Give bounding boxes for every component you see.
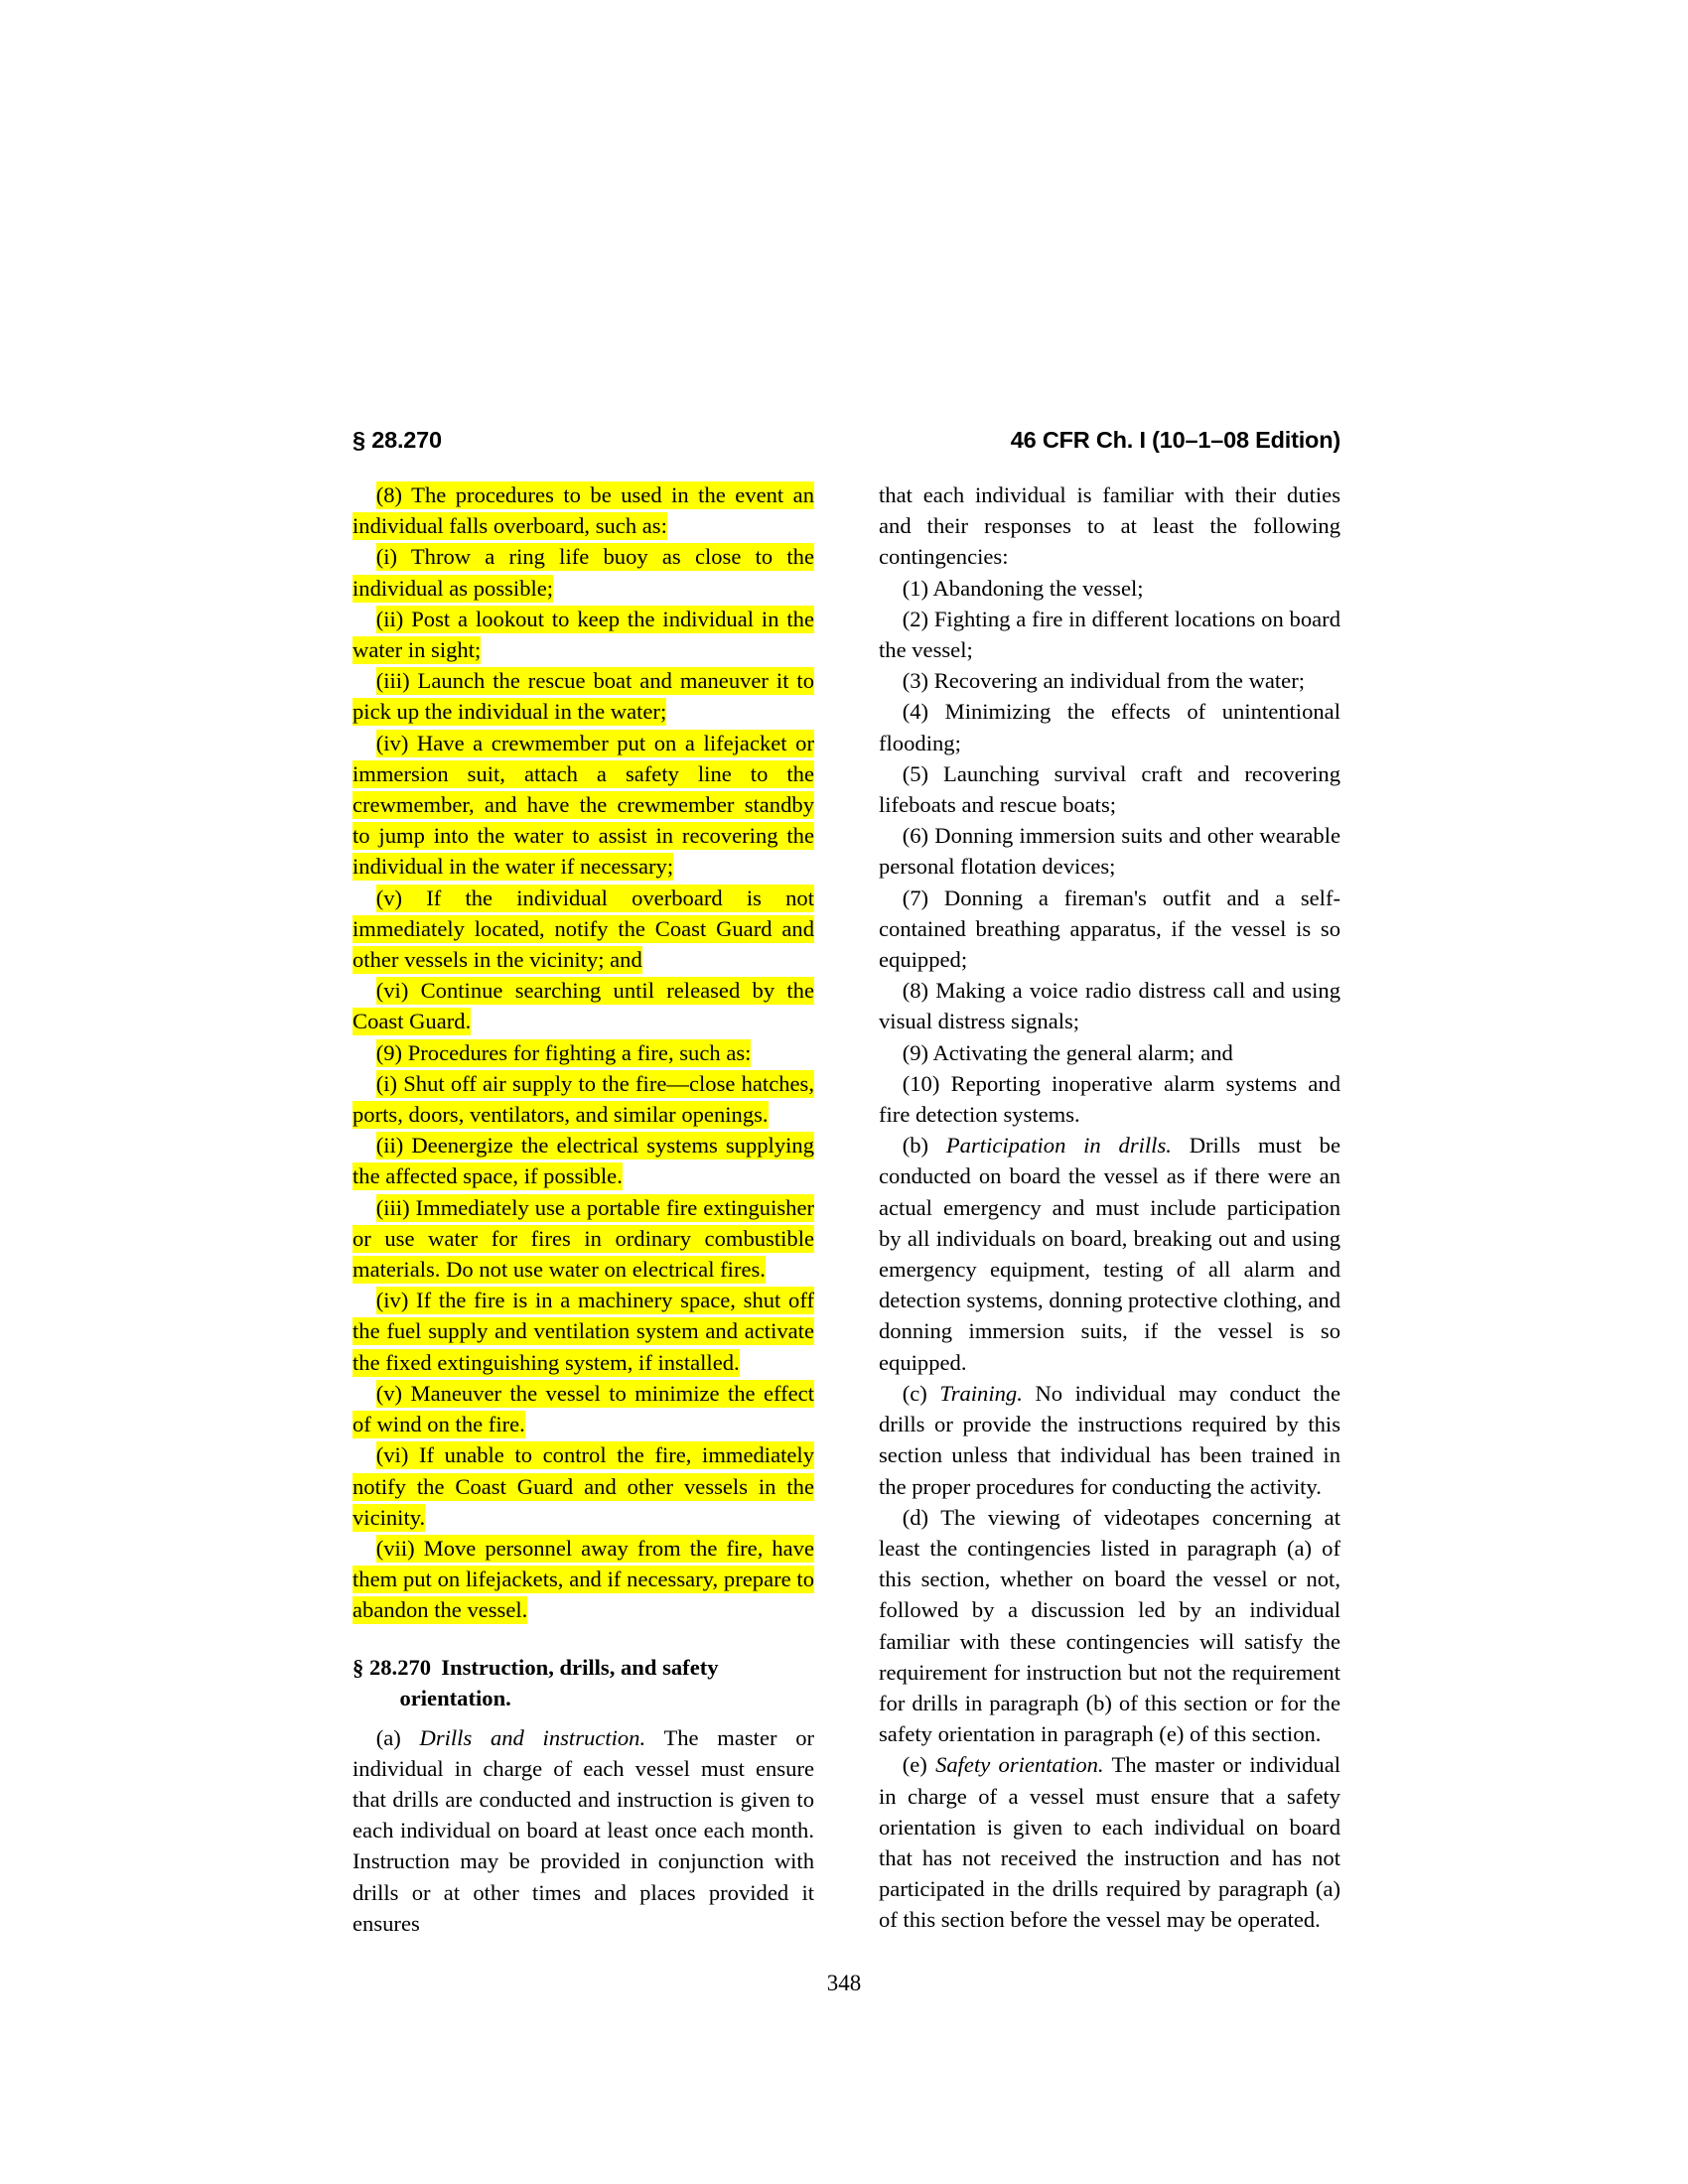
highlighted-paragraph-item-8-vi [352,975,814,1036]
highlighted-paragraph-item-8-i [352,541,814,603]
paragraph-body: The master or individual in charge of each vessel must ensure that drills are conducted and instruction is given to each individual on board at least once each month. Instruction may be provided in conjunction with drills or at other times and places provided it ensures [352,1724,815,1936]
running-head [352,427,1340,454]
paragraph-body: No individual may conduct the drills or provide the instructions required by this section unless that individual has been trained in the proper procedures for conducting the activity. [879,1380,1340,1499]
highlight-span: (v) If the individual overboard is not immediately located, notify the Coast Guard and other vessels in the vicinity; and [352,885,814,973]
paragraph-c [879,1378,1340,1502]
contingency-item-1: (1) Abandoning the vessel; [902,575,1144,601]
highlight-span: (vi) Continue searching until released by the Coast Guard. [352,978,814,1034]
paragraph-d [879,1502,1340,1750]
highlight-span: (ii) Post a lookout to keep the individual in the water in sight; [352,606,814,663]
highlight-span: (9) Procedures for fighting a fire, such as: [375,1039,752,1065]
highlighted-paragraph-item-9-ii [352,1130,814,1191]
paragraph-italic-title: Participation in drills. [945,1133,1172,1159]
paragraph-italic-title: Drills and instruction. [419,1724,646,1750]
page-number: 348 [826,1971,862,1995]
section-title: Instruction, drills, and safety orientation. [399,1654,719,1710]
paragraph-body: The viewing of videotapes concerning at least the contingencies listed in paragraph (a) of this section, whether on board the vessel or not, followed by a discussion led by an individual familiar with these contingencies will satisfy the requirement for instruction but not the requirement for drills in paragraph (b) of this section or for the safety orientation in paragraph (e) of this section. [879,1504,1340,1747]
highlighted-paragraph-item-9 [352,1037,814,1068]
highlight-span: (v) Maneuver the vessel to minimize the effect of wind on the fire. [352,1380,814,1437]
highlighted-paragraph-item-9-vi [352,1439,814,1533]
paragraph-a-continuation: that each individual is familiar with their duties and their responses to at least the following contingencies: [879,482,1340,570]
highlight-span: (vii) Move personnel away from the fire, have them put on lifejackets, and if necessary, prepare to abandon the vessel. [352,1535,814,1623]
running-head-section: § 28.270 [352,427,442,453]
contingency-item-8: (8) Making a voice radio distress call and using visual distress signals; [879,978,1340,1034]
running-head-citation: 46 CFR Ch. I (10–1–08 Edition) [1010,427,1340,453]
section-number: § 28.270 [352,1654,432,1680]
highlighted-paragraph-item-9-iii [352,1192,814,1286]
paragraph-italic-title: Training. [939,1380,1023,1406]
highlighted-paragraph-item-8 [352,479,814,541]
highlighted-paragraph-item-8-ii [352,604,814,665]
paragraph-label: (a) [375,1724,401,1750]
contingency-item-6: (6) Donning immersion suits and other wearable personal flotation devices; [879,823,1340,880]
highlight-span: (vi) If unable to control the fire, immediately notify the Coast Guard and other vessels in the vicinity. [352,1442,814,1530]
contingency-item-2: (2) Fighting a fire in different locations on board the vessel; [879,606,1340,663]
highlight-span: (iii) Immediately use a portable fire extinguisher or use water for fires in ordinary combustible materials. Do not use water on electrical fires. [352,1194,814,1283]
paragraph-a [352,1722,814,1939]
section-heading [352,1652,814,1713]
highlight-span: (iv) Have a crewmember put on a lifejacket or immersion suit, attach a safety line to the crewmember, and have the crewmember standby to jump into the water to assist in recovering the individual in the water if necessary; [352,730,814,880]
paragraph-label: (e) [902,1752,927,1778]
paragraph-b [879,1130,1340,1378]
paragraph-label: (b) [902,1133,929,1159]
paragraph-body: The master or individual in charge of a vessel must ensure that a safety orientation is given to each individual on board that has not received the instruction and has not participated in the drills required by paragraph (a) of this section before the vessel may be operated. [879,1752,1341,1933]
paragraph-e [879,1749,1340,1935]
left-column [352,479,814,1939]
highlight-span: (i) Shut off air supply to the fire—close hatches, ports, doors, ventilators, and similar openings. [352,1070,814,1128]
paragraph-body: Drills must be conducted on board the vessel as if there were an actual emergency and must include participation by all individuals on board, breaking out and using emergency equipment, testing of all alarm and detection systems, donning protective clothing, and donning immersion suits, if the vessel is so equipped. [879,1133,1340,1375]
highlighted-paragraph-item-9-v [352,1378,814,1439]
highlight-span: (i) Throw a ring life buoy as close to the individual as possible; [352,544,814,601]
highlighted-paragraph-item-9-iv [352,1285,814,1378]
contingency-item-4: (4) Minimizing the effects of unintentional flooding; [879,699,1340,755]
contingency-item-3: (3) Recovering an individual from the water; [902,668,1306,694]
highlighted-paragraph-item-8-iv [352,728,814,883]
highlight-span: (iii) Launch the rescue boat and maneuver it to pick up the individual in the water; [352,668,814,725]
highlighted-paragraph-item-9-i [352,1068,814,1130]
paragraph-label: (d) [902,1504,929,1530]
highlighted-paragraph-item-9-vii [352,1533,814,1626]
contingency-item-10: (10) Reporting inoperative alarm systems and fire detection systems. [879,1070,1340,1128]
contingency-item-7: (7) Donning a fireman's outfit and a self-contained breathing apparatus, if the vessel is so equipped; [879,885,1340,973]
highlight-span: (ii) Deenergize the electrical systems supplying the affected space, if possible. [352,1133,814,1189]
highlighted-paragraph-item-8-iii [352,665,814,727]
contingency-item-5: (5) Launching survival craft and recovering lifeboats and rescue boats; [879,760,1340,818]
paragraph-label: (c) [902,1380,927,1406]
highlight-span: (iv) If the fire is in a machinery space, shut off the fuel supply and ventilation system and activate the fixed extinguishing system, if installed. [352,1288,814,1375]
contingency-item-9: (9) Activating the general alarm; and [902,1039,1233,1065]
body-columns [352,479,1340,1939]
highlight-span: (8) The procedures to be used in the event an individual falls overboard, such as: [352,482,814,539]
highlighted-paragraph-item-8-v [352,883,814,976]
paragraph-italic-title: Safety orientation. [935,1752,1104,1778]
right-column [879,479,1340,1939]
